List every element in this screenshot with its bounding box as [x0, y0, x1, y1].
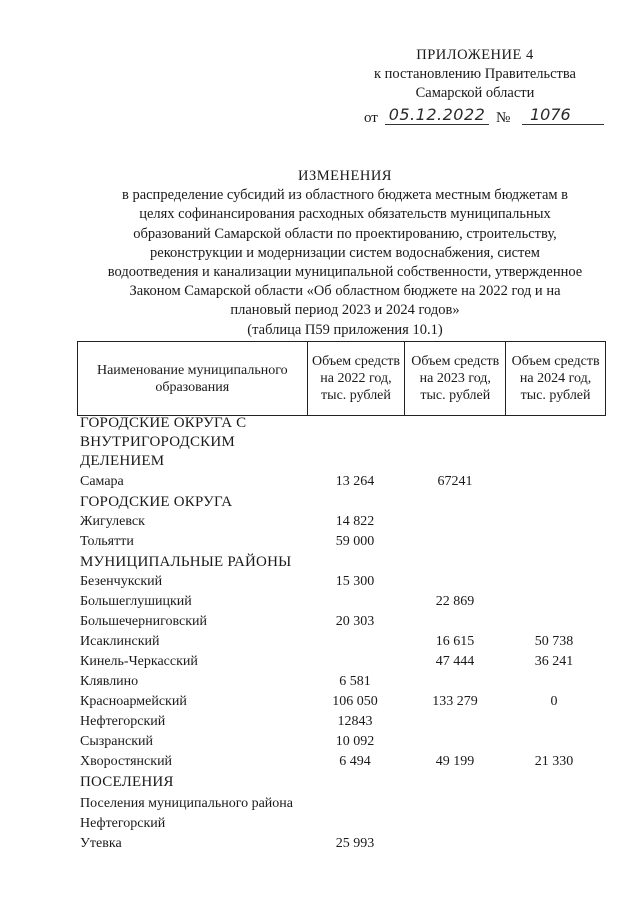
table-row	[0, 592, 640, 612]
value-2023: 16 615	[435, 634, 475, 649]
table-row	[0, 512, 640, 532]
heading-line: Законом Самарской области «Об областном бюджете на 2022 год и на	[129, 283, 561, 300]
value-2024: 50 738	[534, 634, 574, 649]
municipality-name: Тольятти	[80, 534, 134, 549]
heading-line: (таблица П59 приложения 10.1)	[247, 321, 443, 338]
municipality-name: Жигулевск	[80, 514, 145, 529]
municipality-name: Большеглушицкий	[80, 594, 192, 609]
table-row	[0, 612, 640, 632]
decree-from-label: от	[364, 110, 378, 126]
table-row	[0, 572, 640, 592]
section-row	[0, 772, 640, 792]
municipality-name: ПОСЕЛЕНИЯ	[80, 774, 174, 790]
table-row	[0, 632, 640, 652]
decree-number: 1076	[522, 105, 604, 125]
municipality-name: Утевка	[80, 836, 122, 851]
table-body	[0, 414, 640, 854]
value-2023: 49 199	[435, 754, 475, 769]
value-2022: 106 050	[332, 694, 378, 709]
municipality-name: ГОРОДСКИЕ ОКРУГА С ВНУТРИГОРОДСКИМ ДЕЛЕНИЕМ	[80, 415, 247, 469]
municipality-name: Хворостянский	[80, 754, 173, 769]
table-row	[0, 692, 640, 712]
appendix-title: ПРИЛОЖЕНИЕ 4	[416, 47, 534, 63]
value-2024: 36 241	[534, 654, 574, 669]
table-row	[0, 752, 640, 772]
table-row	[0, 472, 640, 492]
table-row	[0, 712, 640, 732]
table-header	[77, 341, 606, 416]
appendix-line-2: Самарской области	[415, 85, 535, 101]
header-2022: Объем средств на 2022 год, тыс. рублей	[308, 342, 406, 415]
heading-line: целях софинансирования расходных обязательств муниципальных	[139, 206, 551, 223]
value-2024: 0	[550, 694, 558, 709]
table-row	[0, 532, 640, 552]
municipality-name: Большечерниговский	[80, 614, 208, 629]
value-2023: 47 444	[435, 654, 475, 669]
municipality-name: Исаклинский	[80, 634, 160, 649]
table-row	[0, 652, 640, 672]
value-2022: 12843	[337, 714, 373, 729]
appendix-line-1: к постановлению Правительства	[374, 66, 576, 82]
header-2023: Объем средств на 2023 год, тыс. рублей	[405, 342, 506, 415]
heading-line: реконструкции и модернизации систем водоснабжения, систем	[150, 244, 540, 261]
value-2023: 67241	[437, 474, 473, 489]
value-2022: 6 581	[339, 674, 371, 689]
header-2024: Объем средств на 2024 год, тыс. рублей	[511, 354, 600, 403]
municipality-name: Нефтегорский	[80, 714, 166, 729]
municipality-name: Красноармейский	[80, 694, 187, 709]
value-2022: 10 092	[335, 734, 375, 749]
municipality-name: Клявлино	[80, 674, 139, 689]
heading-line: в распределение субсидий из областного бюджета местным бюджетам в	[121, 187, 569, 204]
decree-number-label: №	[496, 110, 511, 126]
heading-line: плановый период 2023 и 2024 годов»	[230, 302, 460, 319]
municipality-name: МУНИЦИПАЛЬНЫЕ РАЙОНЫ	[80, 554, 292, 570]
value-2022: 59 000	[335, 534, 375, 549]
table-row	[0, 794, 640, 834]
table-row	[0, 834, 640, 854]
value-2022: 20 303	[335, 614, 375, 629]
heading-title: ИЗМЕНЕНИЯ	[298, 168, 392, 184]
municipality-name: Поселения муниципального района Нефтегорский	[80, 796, 294, 831]
value-2022: 25 993	[335, 836, 375, 851]
value-2022: 14 822	[335, 514, 375, 529]
value-2022: 6 494	[339, 754, 371, 769]
municipality-name: Самара	[80, 474, 124, 489]
municipality-name: Кинель-Черкасский	[80, 654, 198, 669]
decree-date: 05.12.2022	[385, 105, 489, 125]
section-row	[0, 552, 640, 572]
section-row	[0, 414, 640, 472]
value-2022: 13 264	[335, 474, 375, 489]
heading-line: образований Самарской области по проектированию, строительству,	[133, 225, 557, 242]
value-2024: 21 330	[534, 754, 574, 769]
table-row	[0, 732, 640, 752]
document-heading	[60, 167, 630, 340]
municipality-name: Сызранский	[80, 734, 153, 749]
header-municipality: Наименование муниципального образования	[78, 342, 308, 415]
table-row	[0, 672, 640, 692]
municipality-name: ГОРОДСКИЕ ОКРУГА	[80, 494, 233, 510]
appendix-block	[340, 46, 610, 129]
value-2023: 22 869	[435, 594, 475, 609]
municipality-name: Безенчукский	[80, 574, 163, 589]
heading-line: водоотведения и канализации муниципальной собственности, утвержденное	[107, 264, 583, 281]
section-row	[0, 492, 640, 512]
decree-line	[340, 107, 610, 129]
value-2022: 15 300	[335, 574, 375, 589]
value-2023: 133 279	[432, 694, 478, 709]
